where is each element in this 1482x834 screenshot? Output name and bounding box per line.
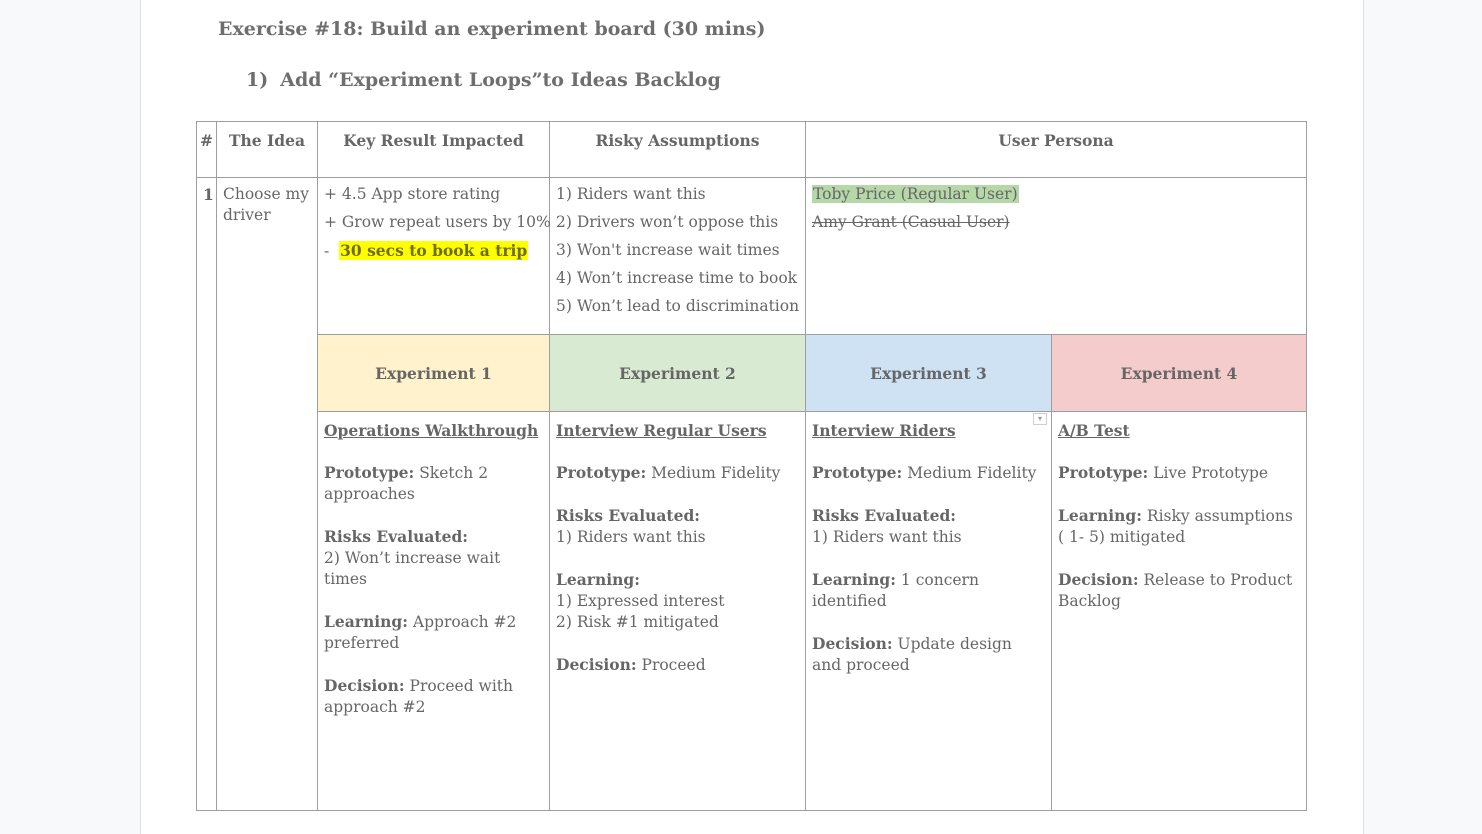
risky-assumption-3: 3) Won't increase wait times [556, 241, 780, 259]
header-risky-assumptions[interactable]: Risky Assumptions [550, 122, 806, 178]
step-text: Add “Experiment Loops”to Ideas Backlog [280, 69, 721, 91]
experiment-2-name: Interview Regular Users [556, 421, 767, 440]
idea-cell[interactable]: Choose my driver [217, 178, 318, 810]
experiment-4-name: A/B Test [1058, 421, 1130, 440]
step-heading [246, 69, 721, 91]
experiment-1-header[interactable]: Experiment 1 [318, 335, 550, 412]
chevron-down-icon[interactable]: ▾ [1033, 413, 1047, 425]
user-persona-cell[interactable] [806, 178, 1306, 335]
header-user-persona[interactable]: User Persona [806, 122, 1306, 178]
experiment-3-name: Interview Riders [812, 421, 956, 440]
key-result-1: + 4.5 App store rating [324, 185, 501, 203]
experiment-2-header[interactable]: Experiment 2 [550, 335, 806, 412]
risky-assumption-5: 5) Won’t lead to discrimination [556, 297, 800, 315]
key-result-3: - 30 secs to book a trip [324, 241, 528, 260]
exercise-title: Exercise #18: Build an experiment board (30 mins) [218, 18, 766, 40]
row-number[interactable]: 1 [197, 178, 217, 810]
experiment-4-header[interactable]: Experiment 4 [1052, 335, 1306, 412]
experiment-4-body[interactable]: A/B Test Prototype: Live Prototype Learning: Risky assumptions ( 1- 5) mitigated Decision: Release to Product Backlog [1052, 412, 1306, 810]
risky-assumptions-cell[interactable] [550, 178, 806, 335]
risky-assumption-4: 4) Won’t increase time to book [556, 269, 798, 287]
risky-assumption-2: 2) Drivers won’t oppose this [556, 213, 779, 231]
experiment-3-header[interactable]: Experiment 3 [806, 335, 1052, 412]
persona-struck: Amy Grant (Casual User) [812, 213, 1010, 231]
persona-primary: Toby Price (Regular User) [813, 185, 1018, 203]
header-idea[interactable]: The Idea [217, 122, 318, 178]
experiment-1-body[interactable]: Operations Walkthrough Prototype: Sketch 2 approaches Risks Evaluated: 2) Won’t increase wait times Learning: Approach #2 preferred Decision: Proceed with approach #2 [318, 412, 550, 810]
step-number: 1) [246, 69, 269, 91]
experiment-2-body[interactable]: Interview Regular Users Prototype: Medium Fidelity Risks Evaluated: 1) Riders want this Learning: 1) Expressed interest 2) Risk #1 mitigated Decision: Proceed [550, 412, 806, 810]
experiment-1-name: Operations Walkthrough [324, 421, 539, 440]
experiment-board-table [196, 121, 1307, 811]
header-num[interactable]: # [197, 122, 217, 178]
key-result-2: + Grow repeat users by 10% [324, 213, 551, 231]
header-key-result[interactable]: Key Result Impacted [318, 122, 550, 178]
highlighted-key-result: 30 secs to book a trip [340, 241, 528, 260]
risky-assumption-1: 1) Riders want this [556, 185, 706, 203]
experiment-3-body[interactable]: ▾ Interview Riders Prototype: Medium Fidelity Risks Evaluated: 1) Riders want this Learning: 1 concern identified Decision: Update design and proceed [806, 412, 1052, 810]
key-result-cell[interactable] [318, 178, 550, 335]
